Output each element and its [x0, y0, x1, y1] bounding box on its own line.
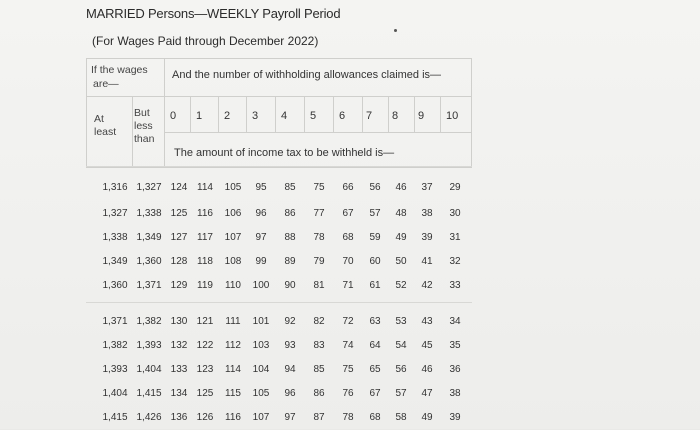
tax-amount-cell: 127	[170, 232, 188, 243]
tax-amount-cell: 33	[449, 280, 461, 291]
tax-amount-cell: 30	[449, 208, 461, 219]
tax-amount-cell: 85	[284, 182, 296, 193]
allowance-number: 6	[339, 110, 346, 122]
tax-amount-cell: 54	[395, 340, 407, 351]
tax-amount-cell: 79	[313, 256, 325, 267]
tax-amount-cell: 39	[449, 412, 461, 423]
tax-amount-cell: 37	[421, 182, 433, 193]
tax-amount-cell: 101	[252, 316, 270, 327]
tax-amount-cell: 65	[369, 364, 381, 375]
allowance-number: 1	[196, 110, 203, 122]
table-row	[86, 336, 472, 358]
tax-amount-cell: 46	[395, 182, 407, 193]
wage-at-least: 1,327	[102, 208, 128, 219]
tax-amount-cell: 70	[342, 256, 354, 267]
wage-at-least: 1,404	[102, 388, 128, 399]
tax-amount-cell: 83	[313, 340, 325, 351]
table-row	[86, 408, 472, 430]
tax-amount-cell: 136	[170, 412, 188, 423]
tax-amount-cell: 56	[369, 182, 381, 193]
col-divider	[190, 96, 191, 132]
wages-header-line1: If the wages	[91, 64, 148, 76]
tax-amount-cell: 87	[313, 412, 325, 423]
tax-amount-cell: 49	[421, 412, 433, 423]
allowance-number: 5	[310, 110, 317, 122]
tax-amount-cell: 36	[449, 364, 461, 375]
tax-amount-cell: 89	[284, 256, 296, 267]
wage-but-less-than: 1,327	[136, 182, 162, 193]
tax-amount-cell: 93	[284, 340, 296, 351]
tax-amount-cell: 46	[421, 364, 433, 375]
tax-amount-cell: 71	[342, 280, 354, 291]
tax-amount-cell: 74	[342, 340, 354, 351]
tax-amount-cell: 114	[197, 182, 213, 193]
wage-at-least: 1,371	[102, 316, 128, 327]
tax-amount-cell: 125	[170, 208, 188, 219]
wage-at-least: 1,349	[102, 256, 128, 267]
tax-amount-cell: 39	[421, 232, 433, 243]
tax-amount-cell: 82	[313, 316, 325, 327]
tax-amount-cell: 43	[421, 316, 433, 327]
col-divider	[275, 96, 276, 132]
wage-at-least: 1,393	[102, 364, 128, 375]
tax-amount-cell: 103	[252, 340, 270, 351]
tax-amount-cell: 77	[313, 208, 325, 219]
tax-amount-cell: 114	[225, 364, 241, 375]
col-divider	[304, 96, 305, 132]
tax-amount-cell: 121	[196, 316, 214, 327]
page-title: MARRIED Persons—WEEKLY Payroll Period	[86, 6, 341, 21]
tax-amount-cell: 86	[313, 388, 325, 399]
tax-amount-cell: 63	[369, 316, 381, 327]
tax-amount-cell: 134	[170, 388, 188, 399]
allowance-number: 2	[224, 110, 231, 122]
tax-amount-cell: 129	[170, 280, 188, 291]
wage-but-less-than: 1,404	[136, 364, 162, 375]
tax-amount-cell: 53	[395, 316, 407, 327]
tax-amount-cell: 107	[224, 232, 242, 243]
tax-amount-cell: 38	[421, 208, 433, 219]
col-divider	[246, 96, 247, 132]
tax-amount-cell: 100	[252, 280, 270, 291]
tax-amount-cell: 105	[224, 182, 242, 193]
tax-amount-cell: 115	[225, 388, 241, 399]
col-divider	[218, 96, 219, 132]
table-row	[86, 204, 472, 226]
tax-amount-cell: 61	[369, 280, 381, 291]
tax-amount-cell: 126	[196, 412, 214, 423]
tax-amount-cell: 133	[170, 364, 188, 375]
tax-amount-cell: 50	[395, 256, 407, 267]
col-divider	[333, 96, 334, 132]
tax-amount-cell: 116	[197, 208, 213, 219]
allowance-number: 9	[418, 110, 425, 122]
tax-amount-cell: 31	[449, 232, 461, 243]
table-row	[86, 178, 472, 200]
but-less-than-header: But less than	[134, 107, 155, 145]
tax-amount-cell: 52	[395, 280, 407, 291]
tax-amount-cell: 88	[284, 232, 296, 243]
tax-amount-cell: 67	[369, 388, 381, 399]
tax-amount-cell: 97	[255, 232, 267, 243]
tax-amount-cell: 68	[342, 232, 354, 243]
tax-amount-cell: 34	[449, 316, 461, 327]
allowance-number: 10	[446, 110, 459, 122]
col-divider	[388, 96, 389, 132]
allowance-number: 0	[170, 110, 177, 122]
tax-amount-cell: 119	[197, 280, 213, 291]
tax-amount-cell: 41	[421, 256, 433, 267]
wage-but-less-than: 1,371	[136, 280, 162, 291]
tax-amount-cell: 122	[196, 340, 214, 351]
table-row	[86, 252, 472, 274]
tax-amount-cell: 75	[342, 364, 354, 375]
tax-amount-cell: 117	[197, 232, 213, 243]
col-divider	[414, 96, 415, 132]
tax-amount-cell: 48	[395, 208, 407, 219]
header-divider	[132, 96, 133, 168]
page-subtitle: (For Wages Paid through December 2022)	[92, 34, 319, 48]
tax-amount-cell: 66	[342, 182, 354, 193]
tax-amount-cell: 90	[284, 280, 296, 291]
header-divider	[164, 58, 165, 168]
ink-dot	[394, 29, 397, 32]
tax-amount-cell: 75	[313, 182, 325, 193]
wage-but-less-than: 1,349	[136, 232, 162, 243]
tax-amount-cell: 125	[196, 388, 214, 399]
tax-amount-cell: 58	[395, 412, 407, 423]
tax-amount-cell: 56	[395, 364, 407, 375]
tax-amount-cell: 35	[449, 340, 461, 351]
at-least-header: At least	[94, 113, 117, 138]
table-row	[86, 228, 472, 250]
tax-amount-cell: 78	[313, 232, 325, 243]
tax-amount-cell: 112	[225, 340, 241, 351]
wage-at-least: 1,316	[102, 182, 128, 193]
wage-at-least: 1,338	[102, 232, 128, 243]
tax-amount-cell: 68	[369, 412, 381, 423]
table-row	[86, 276, 472, 298]
tax-amount-cell: 97	[284, 412, 296, 423]
tax-amount-cell: 57	[395, 388, 407, 399]
col-divider	[440, 96, 441, 132]
tax-amount-cell: 128	[170, 256, 188, 267]
wage-but-less-than: 1,393	[136, 340, 162, 351]
tax-amount-cell: 59	[369, 232, 381, 243]
allowance-number: 4	[281, 110, 288, 122]
wage-at-least: 1,360	[102, 280, 128, 291]
tax-amount-cell: 111	[225, 316, 241, 327]
tax-amount-cell: 45	[421, 340, 433, 351]
tax-amount-cell: 110	[225, 280, 241, 291]
tax-amount-cell: 130	[170, 316, 188, 327]
tax-amount-cell: 60	[369, 256, 381, 267]
wage-but-less-than: 1,338	[136, 208, 162, 219]
tax-amount-cell: 96	[255, 208, 267, 219]
tax-amount-cell: 67	[342, 208, 354, 219]
header-divider	[164, 132, 472, 133]
tax-amount-cell: 92	[284, 316, 296, 327]
tax-amount-cell: 76	[342, 388, 354, 399]
tax-amount-cell: 32	[449, 256, 461, 267]
wages-header-line2: are—	[93, 78, 119, 90]
wage-but-less-than: 1,426	[136, 412, 162, 423]
tax-amount-cell: 123	[196, 364, 214, 375]
withheld-header: The amount of income tax to be withheld is—	[174, 147, 395, 159]
allowance-number: 7	[366, 110, 373, 122]
tax-amount-cell: 107	[252, 412, 270, 423]
tax-amount-cell: 86	[284, 208, 296, 219]
tax-amount-cell: 57	[369, 208, 381, 219]
tax-amount-cell: 124	[170, 182, 188, 193]
tax-amount-cell: 105	[252, 388, 270, 399]
tax-amount-cell: 85	[313, 364, 325, 375]
tax-amount-cell: 106	[224, 208, 242, 219]
withholding-table	[86, 58, 472, 429]
wage-but-less-than: 1,360	[136, 256, 162, 267]
wage-but-less-than: 1,415	[136, 388, 162, 399]
tax-amount-cell: 96	[284, 388, 296, 399]
wage-at-least: 1,382	[102, 340, 128, 351]
tax-amount-cell: 47	[421, 388, 433, 399]
tax-amount-cell: 42	[421, 280, 433, 291]
allowance-number: 8	[392, 110, 399, 122]
tax-amount-cell: 29	[449, 182, 461, 193]
tax-amount-cell: 116	[225, 412, 241, 423]
tax-amount-cell: 64	[369, 340, 381, 351]
wage-at-least: 1,415	[102, 412, 128, 423]
tax-amount-cell: 95	[255, 182, 267, 193]
tax-amount-cell: 132	[170, 340, 188, 351]
group-separator	[86, 166, 472, 167]
group-separator	[86, 302, 472, 303]
table-row	[86, 384, 472, 406]
tax-amount-cell: 72	[342, 316, 354, 327]
allowances-header: And the number of withholding allowances claimed is—	[172, 69, 442, 81]
tax-amount-cell: 118	[197, 256, 213, 267]
allowance-number: 3	[252, 110, 259, 122]
tax-amount-cell: 49	[395, 232, 407, 243]
tax-amount-cell: 108	[224, 256, 242, 267]
tax-amount-cell: 99	[255, 256, 267, 267]
tax-amount-cell: 104	[252, 364, 270, 375]
col-divider	[362, 96, 363, 132]
tax-amount-cell: 81	[313, 280, 325, 291]
table-row	[86, 312, 472, 334]
tax-amount-cell: 38	[449, 388, 461, 399]
tax-amount-cell: 78	[342, 412, 354, 423]
wage-but-less-than: 1,382	[136, 316, 162, 327]
tax-amount-cell: 94	[284, 364, 296, 375]
table-row	[86, 360, 472, 382]
